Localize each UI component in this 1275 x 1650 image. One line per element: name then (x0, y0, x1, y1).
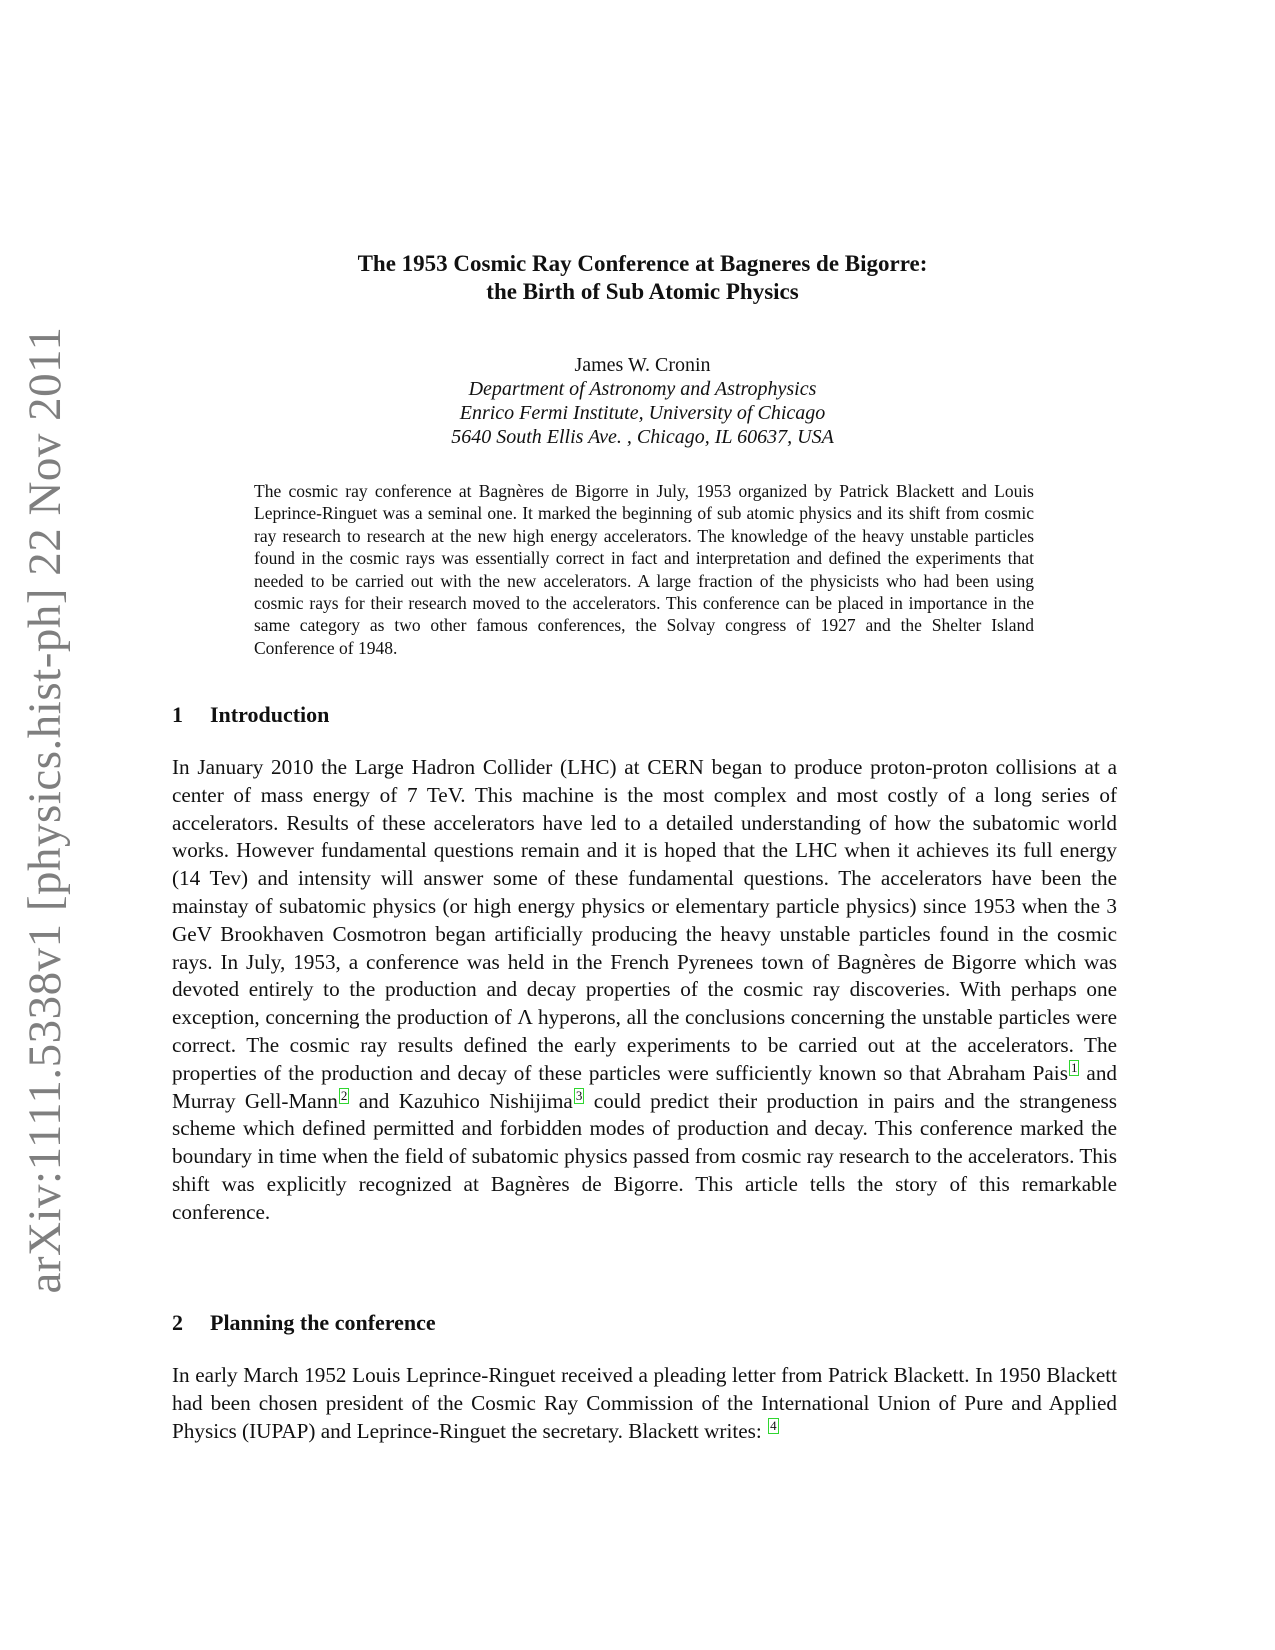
arxiv-identifier-stamp (19, 326, 71, 1294)
section-1-text-part-4: could predict their production in pairs and the strangeness scheme which defined permitted and forbidden modes of production and decay. This conference marked the boundary in time when the field of subatomic physics passed from cosmic ray research to the accelerators. This shift was explicitly recognized at Bagnères de Bigorre. This article tells the story of this remarkable conference. (172, 1088, 1117, 1224)
section-1-text-part-3: and Kazuhico Nishijima (349, 1088, 573, 1113)
section-1-heading (172, 702, 329, 728)
section-1-paragraph (172, 754, 1117, 1227)
footnote-link-4[interactable]: 4 (770, 1417, 777, 1433)
paper-title (170, 250, 1115, 306)
title-line-2: the Birth of Sub Atomic Physics (486, 279, 799, 304)
arxiv-identifier-text: arXiv:1111.5338v1 [physics.hist-ph] 22 Nov 2011 (19, 326, 71, 1294)
author-address: 5640 South Ellis Ave. , Chicago, IL 60637, USA (451, 426, 834, 448)
section-2-text: In early March 1952 Louis Leprince-Ringuet received a pleading letter from Patrick Blackett. In 1950 Blackett had been chosen president of the Cosmic Ray Commission of the International Union of Pure and Applied Physics (IUPAP) and Leprince-Ringuet the secretary. Blackett writes: (172, 1363, 1117, 1443)
section-1-text-part-1: In January 2010 the Large Hadron Collider (LHC) at CERN began to produce proton-proton collisions at a center of mass energy of 7 TeV. This machine is the most complex and most costly of a long series of accelerators. Results of these accelerators have led to a detailed understanding of how the subatomic world works. However fundamental questions remain and it is hoped that the LHC when it achieves its full energy (14 Tev) and intensity will answer some of these fundamental questions. The accelerators have been the mainstay of subatomic physics (or high energy physics or elementary particle physics) since 1953 when the 3 GeV Brookhaven Cosmotron began artificially producing the heavy unstable particles found in the cosmic rays. In July, 1953, a conference was held in the French Pyrenees town of Bagnères de Bigorre which was devoted entirely to the production and decay properties of the cosmic ray discoveries. With perhaps one exception, concerning the production of Λ hyperons, all the conclusions concerning the unstable particles were correct. The cosmic ray results defined the early experiments to be carried out at the accelerators. The properties of the production and decay of these particles were sufficiently known so that Abraham Pais (172, 755, 1117, 1085)
section-2-paragraph (172, 1362, 1117, 1445)
footnote-link-3[interactable]: 3 (575, 1087, 583, 1103)
author-affiliation-2: Enrico Fermi Institute, University of Chicago (459, 402, 826, 424)
author-affiliation-1: Department of Astronomy and Astrophysics (468, 378, 817, 400)
abstract: The cosmic ray conference at Bagnères de Bigorre in July, 1953 organized by Patrick Blackett and Louis Leprince-Ringuet was a seminal one. It marked the beginning of sub atomic physics and its shift from cosmic ray research to research at the new high energy accelerators. The knowledge of the heavy unstable particles found in the cosmic rays was essentially correct in fact and interpretation and defined the experiments that needed to be carried out with the new accelerators. A large fraction of the physicists who had been using cosmic rays for their research moved to the accelerators. This conference can be placed in importance in the same category as two other famous conferences, the Solvay congress of 1927 and the Shelter Island Conference of 1948. (254, 481, 1034, 658)
section-2-number: 2 (172, 1310, 183, 1335)
section-1-title: Introduction (210, 702, 330, 727)
title-line-1: The 1953 Cosmic Ray Conference at Bagneres de Bigorre: (357, 251, 928, 276)
section-1-number: 1 (172, 702, 183, 727)
author-name: James W. Cronin (574, 354, 711, 376)
section-1-text-part-2: and Murray Gell-Mann (172, 1060, 1118, 1113)
author-block (170, 353, 1115, 449)
section-2-heading (172, 1310, 436, 1336)
section-2-title: Planning the conference (210, 1310, 436, 1335)
footnote-link-1[interactable]: 1 (1070, 1059, 1078, 1075)
footnote-link-2[interactable]: 2 (340, 1087, 348, 1103)
